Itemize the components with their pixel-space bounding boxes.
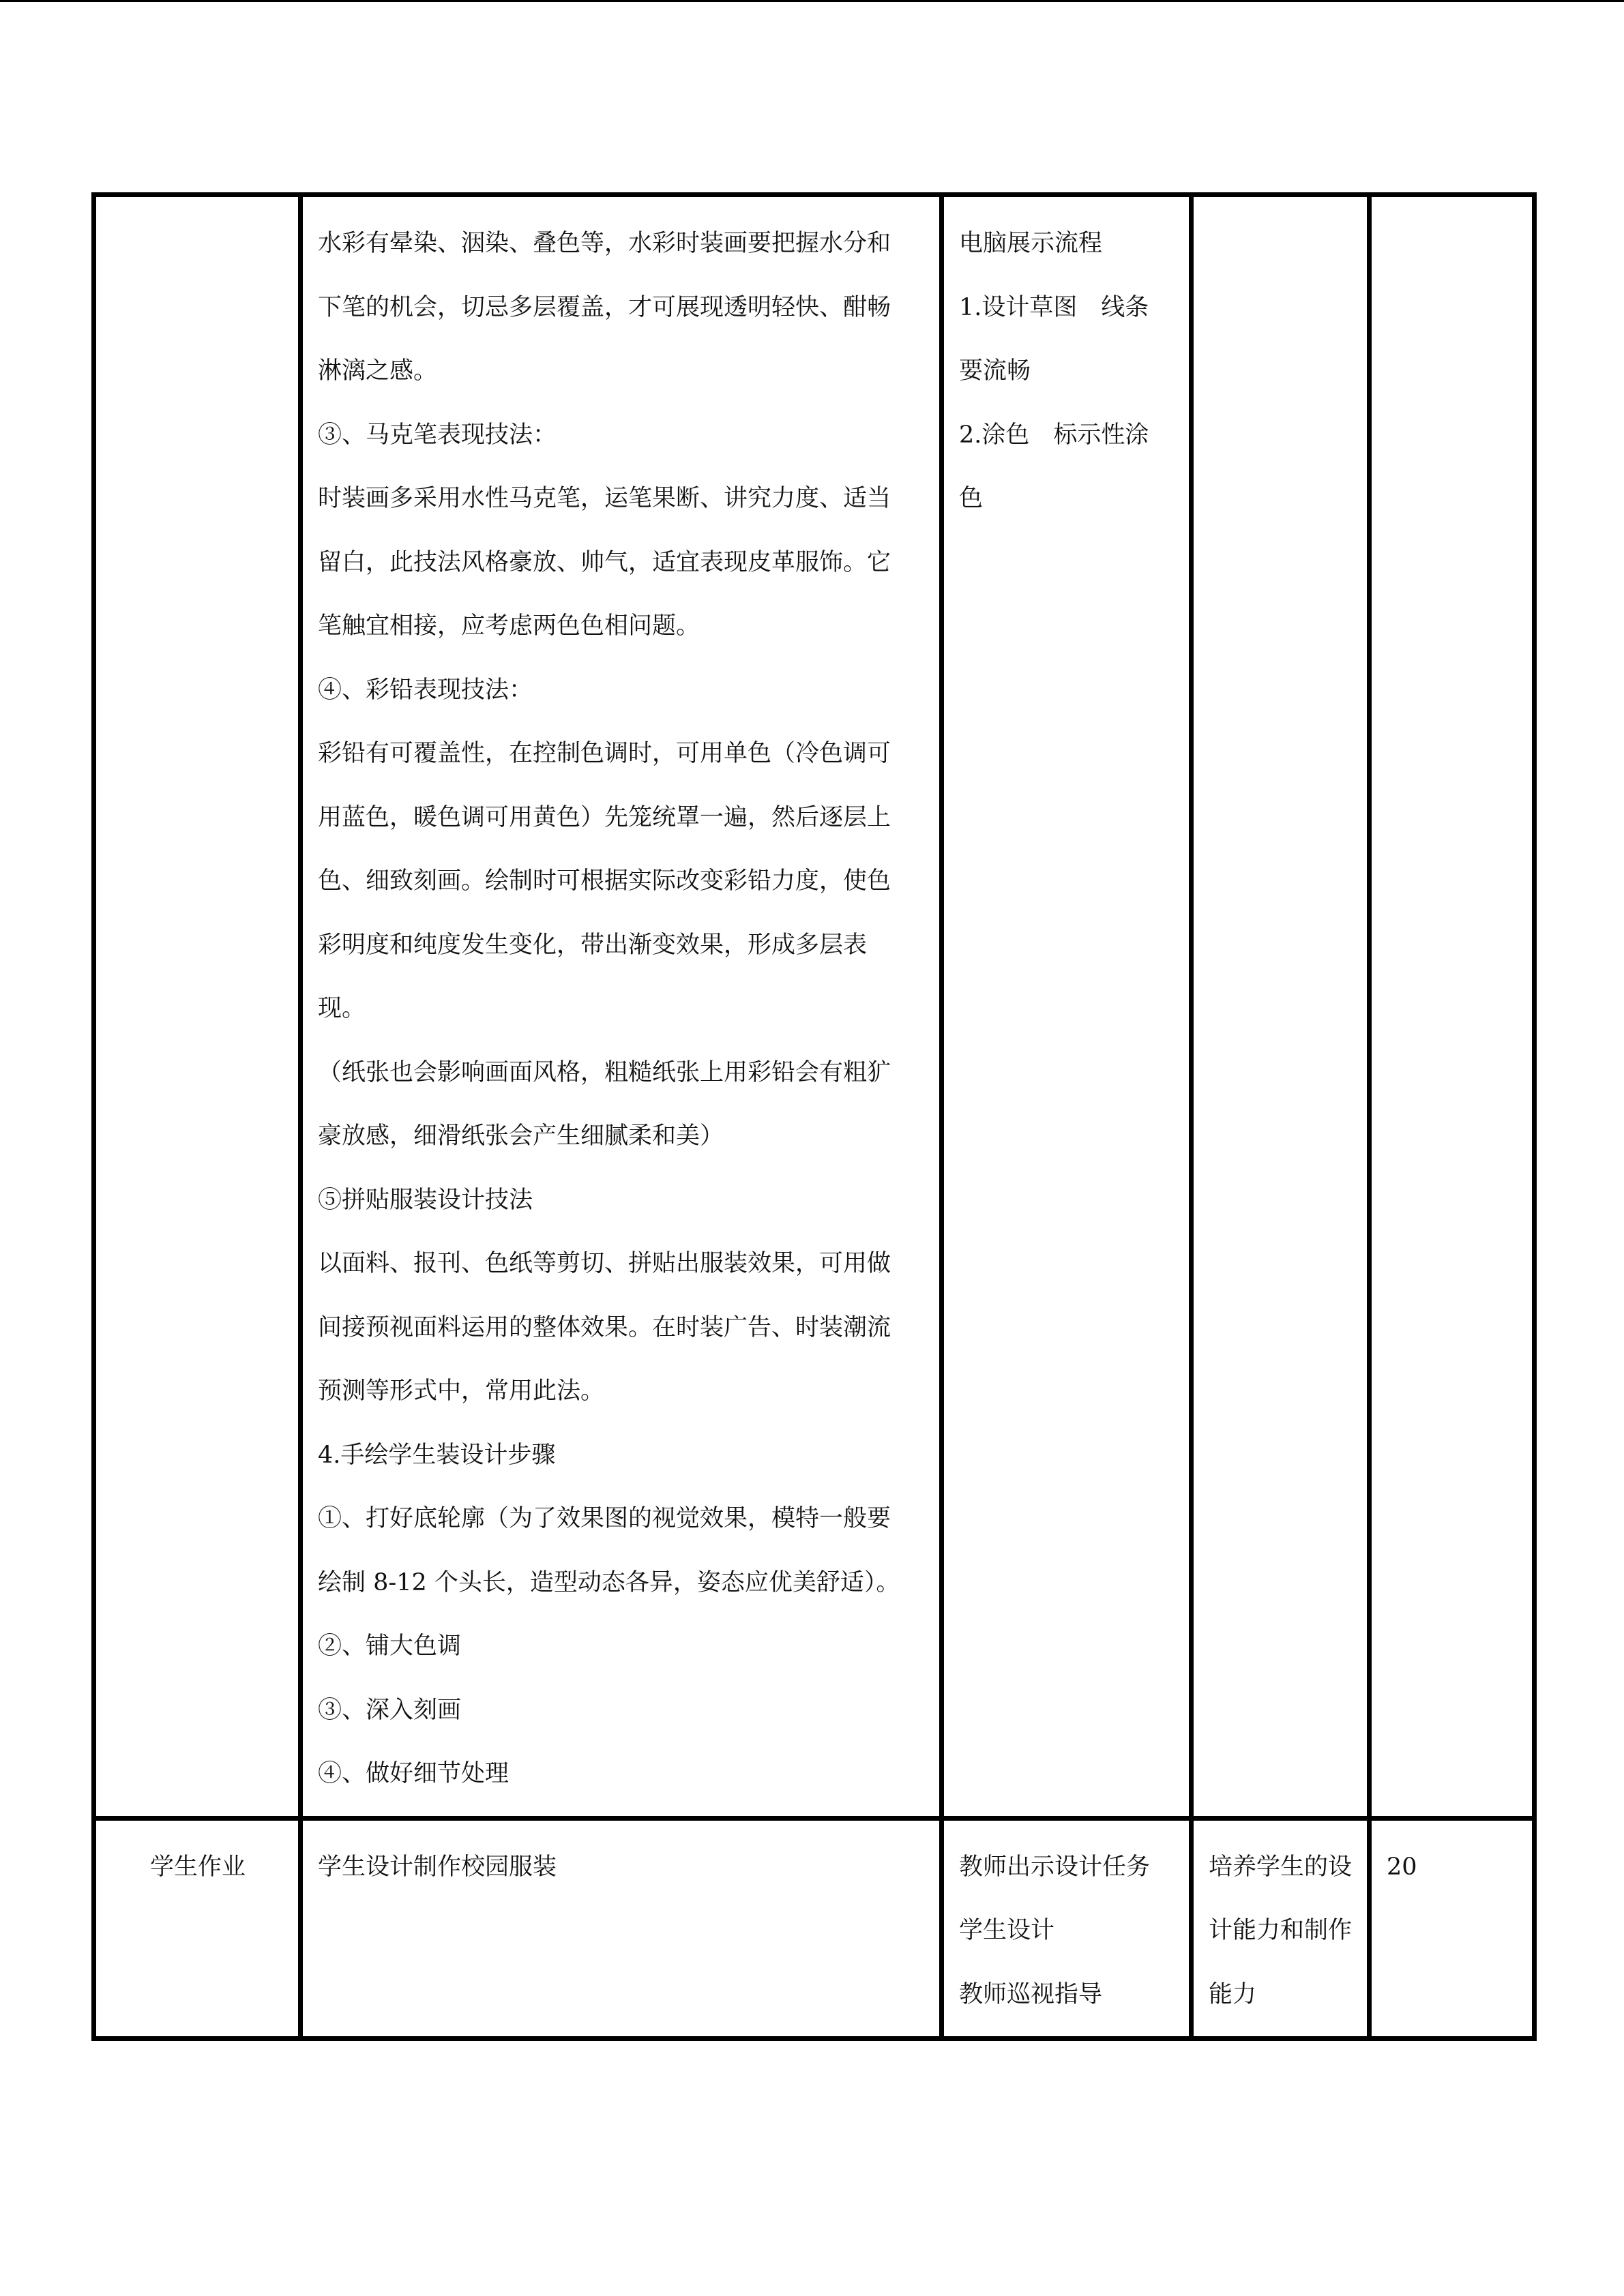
homework-content-cell <box>301 1818 942 2039</box>
content-row-method-cell <box>942 195 1192 1819</box>
text-line: ⑤拼贴服装设计技法 <box>318 1186 533 1214</box>
homework-method-cell <box>942 1818 1192 2039</box>
text-line: 电脑展示流程 <box>959 230 1103 257</box>
text-line: ③、马克笔表现技法： <box>318 421 557 449</box>
text-line: 笔触宜相接，应考虑两色色相问题。 <box>318 612 700 640</box>
text-line: 彩明度和纯度发生变化，带出渐变效果，形成多层表 <box>318 931 868 959</box>
content-row-time-cell <box>1370 195 1535 1819</box>
homework-label: 学生作业 <box>149 1853 246 1881</box>
text-line: 教师出示设计任务 <box>959 1853 1151 1881</box>
text-line: 色 <box>959 485 984 512</box>
text-line: 1.设计草图 线条 <box>959 293 1149 321</box>
page-top-rule <box>0 0 1624 2</box>
text-line: 水彩有晕染、洇染、叠色等，水彩时装画要把握水分和 <box>318 230 891 257</box>
text-line: 豪放感，细滑纸张会产生细腻柔和美） <box>318 1122 724 1150</box>
homework-label-cell <box>94 1818 301 2039</box>
homework-purpose-lines <box>1209 1836 1353 2027</box>
content-row-content-cell <box>301 195 942 1819</box>
lesson-plan-table <box>91 192 1537 2041</box>
content-row-purpose-cell <box>1192 195 1370 1819</box>
text-line: 用蓝色，暖色调可用黄色）先笼统罩一遍，然后逐层上 <box>318 803 891 831</box>
text-line: 留白，此技法风格豪放、帅气，适宜表现皮革服饰。它 <box>318 548 891 576</box>
text-line: （纸张也会影响画面风格，粗糙纸张上用彩铅会有粗犷 <box>318 1058 891 1086</box>
text-line: 要流畅 <box>959 357 1031 385</box>
homework-time: 20 <box>1387 1853 1417 1881</box>
text-line: 学生设计制作校园服装 <box>318 1853 557 1881</box>
text-line: ④、做好细节处理 <box>318 1760 510 1787</box>
text-line: 时装画多采用水性马克笔，运笔果断、讲究力度、适当 <box>318 485 891 512</box>
text-line: ④、彩铅表现技法： <box>318 676 533 704</box>
text-line: 预测等形式中，常用此法。 <box>318 1377 605 1405</box>
text-line: 现。 <box>318 995 366 1022</box>
content-row-method-lines <box>959 212 1175 531</box>
homework-row <box>94 1818 1535 2039</box>
text-line: ③、深入刻画 <box>318 1696 462 1724</box>
text-line: 色、细致刻画。绘制时可根据实际改变彩铅力度，使色 <box>318 867 891 895</box>
content-row-content-lines <box>318 212 926 1806</box>
text-line: 培养学生的设 <box>1209 1853 1353 1881</box>
text-line: 绘制 8-12 个头长，造型动态各异，姿态应优美舒适）。 <box>318 1568 900 1596</box>
text-line: 学生设计 <box>959 1917 1055 1944</box>
text-line: 彩铅有可覆盖性，在控制色调时，可用单色（冷色调可 <box>318 740 891 767</box>
text-line: ①、打好底轮廓（为了效果图的视觉效果，模特一般要 <box>318 1505 891 1532</box>
text-line: 4.手绘学生装设计步骤 <box>318 1441 556 1469</box>
text-line: 能力 <box>1209 1980 1257 2008</box>
text-line: ②、铺大色调 <box>318 1632 462 1660</box>
text-line: 淋漓之感。 <box>318 357 438 385</box>
homework-content-lines <box>318 1836 926 1900</box>
text-line: 下笔的机会，切忌多层覆盖，才可展现透明轻快、酣畅 <box>318 293 891 321</box>
technique-content-row <box>94 195 1535 1819</box>
text-line: 2.涂色 标示性涂 <box>959 421 1149 449</box>
text-line: 以面料、报刊、色纸等剪切、拼贴出服装效果，可用做 <box>318 1250 891 1277</box>
homework-time-cell <box>1370 1818 1535 2039</box>
homework-method-lines <box>959 1836 1175 2027</box>
homework-purpose-cell <box>1192 1818 1370 2039</box>
text-line: 计能力和制作 <box>1209 1917 1353 1944</box>
text-line: 间接预视面料运用的整体效果。在时装广告、时装潮流 <box>318 1313 891 1341</box>
text-line: 教师巡视指导 <box>959 1980 1103 2008</box>
content-row-label-cell <box>94 195 301 1819</box>
